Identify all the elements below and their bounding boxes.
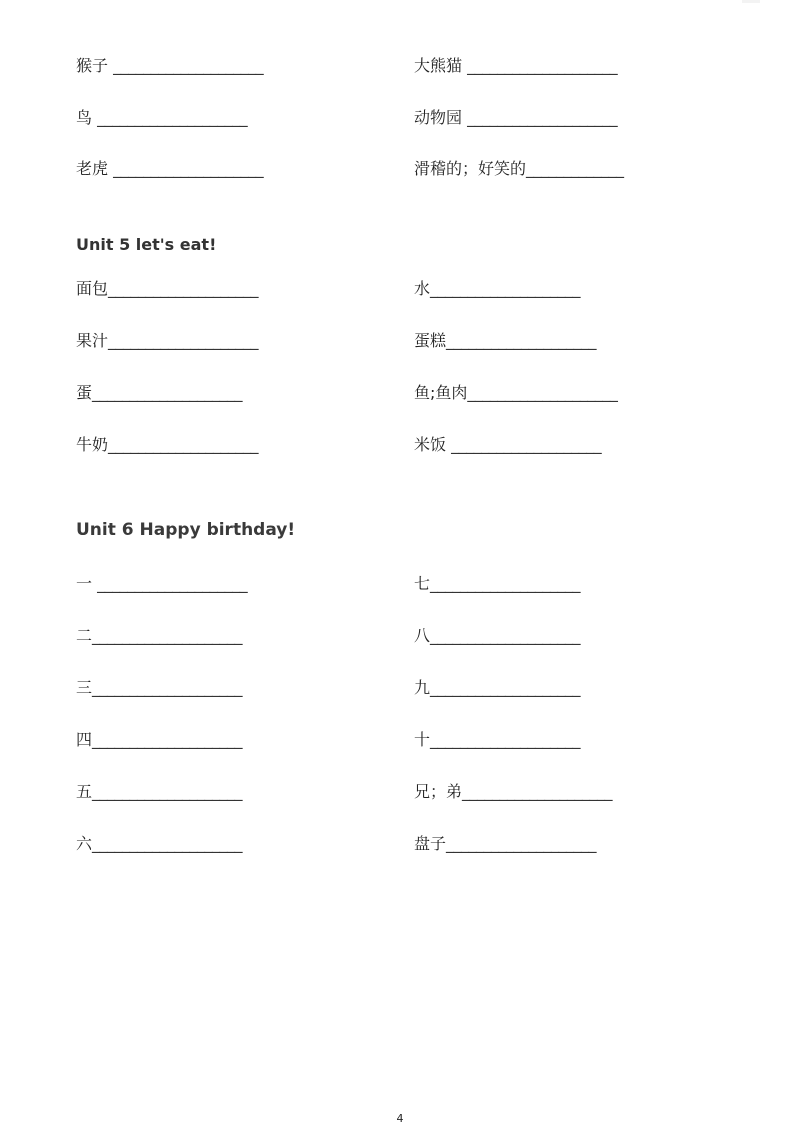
vocab-item-panda <box>414 56 617 76</box>
vocab-item-bread <box>76 279 258 299</box>
vocab-label: 果汁 <box>76 331 109 350</box>
unit5-heading: Unit 5 let's eat! <box>76 235 217 254</box>
answer-blank[interactable]: ____________________ <box>462 782 613 801</box>
answer-blank[interactable]: ____________________ <box>446 331 597 350</box>
answer-blank[interactable]: ____________________ <box>430 678 581 697</box>
answer-blank[interactable]: ____________________ <box>430 574 581 593</box>
vocab-item-milk <box>76 435 258 455</box>
vocab-label: 蛋糕 <box>414 331 447 350</box>
vocab-label: 一 <box>76 574 98 593</box>
vocab-label: 鸟 <box>76 108 98 127</box>
vocab-item-juice <box>76 331 258 351</box>
answer-blank[interactable]: ____________________ <box>108 435 259 454</box>
vocab-item-seven <box>414 574 580 594</box>
vocab-item-nine <box>414 678 580 698</box>
vocab-label: 面包 <box>76 279 109 298</box>
vocab-item-cake <box>414 331 596 351</box>
vocab-item-six <box>76 834 242 854</box>
unit6-heading: Unit 6 Happy birthday! <box>76 520 296 540</box>
vocab-label: 鱼;鱼肉 <box>414 383 468 402</box>
vocab-item-brother <box>414 782 612 802</box>
answer-blank[interactable]: ____________________ <box>108 279 259 298</box>
vocab-label: 蛋 <box>76 383 93 402</box>
vocab-item-fish <box>414 383 617 403</box>
answer-blank[interactable]: ____________________ <box>92 730 243 749</box>
vocab-label: 五 <box>76 782 93 801</box>
vocab-item-eight <box>414 626 580 646</box>
vocab-item-zoo <box>414 108 617 128</box>
answer-blank[interactable]: ____________________ <box>430 279 581 298</box>
vocab-item-one <box>76 574 247 594</box>
answer-blank[interactable]: ____________________ <box>92 678 243 697</box>
vocab-label: 牛奶 <box>76 435 109 454</box>
vocab-item-funny <box>414 159 624 179</box>
answer-blank[interactable]: ____________________ <box>467 108 618 127</box>
answer-blank[interactable]: ____________________ <box>97 574 248 593</box>
vocab-label: 滑稽的；好笑的 <box>414 159 527 178</box>
answer-blank[interactable]: ____________________ <box>113 159 264 178</box>
vocab-label: 大熊猫 <box>414 56 468 75</box>
answer-blank[interactable]: ____________________ <box>451 435 602 454</box>
vocab-label: 六 <box>76 834 93 853</box>
answer-blank[interactable]: ____________________ <box>467 56 618 75</box>
vocab-item-rice <box>414 435 601 455</box>
vocab-label: 三 <box>76 678 93 697</box>
vocab-label: 盘子 <box>414 834 447 853</box>
vocab-label: 老虎 <box>76 159 114 178</box>
page-number: 4 <box>396 1112 404 1125</box>
vocab-item-five <box>76 782 242 802</box>
vocab-item-two <box>76 626 242 646</box>
vocab-label: 二 <box>76 626 93 645</box>
vocab-item-egg <box>76 383 242 403</box>
vocab-label: 米饭 <box>414 435 452 454</box>
vocab-item-monkey <box>76 56 263 76</box>
vocab-item-ten <box>414 730 580 750</box>
answer-blank[interactable]: ____________________ <box>467 383 618 402</box>
vocab-label: 猴子 <box>76 56 114 75</box>
vocab-label: 八 <box>414 626 431 645</box>
vocab-label: 四 <box>76 730 93 749</box>
vocab-item-bird <box>76 108 247 128</box>
answer-blank[interactable]: ____________________ <box>113 56 264 75</box>
vocab-label: 十 <box>414 730 431 749</box>
vocab-item-three <box>76 678 242 698</box>
answer-blank[interactable]: ____________________ <box>446 834 597 853</box>
vocab-item-water <box>414 279 580 299</box>
answer-blank[interactable]: ____________________ <box>92 782 243 801</box>
answer-blank[interactable]: _____________ <box>526 159 624 178</box>
vocab-label: 兄；弟 <box>414 782 463 801</box>
vocab-label: 动物园 <box>414 108 468 127</box>
vocab-item-plate <box>414 834 596 854</box>
answer-blank[interactable]: ____________________ <box>430 730 581 749</box>
vocab-item-four <box>76 730 242 750</box>
answer-blank[interactable]: ____________________ <box>92 626 243 645</box>
vocab-item-tiger <box>76 159 263 179</box>
corner-mark <box>742 0 760 3</box>
vocab-label: 七 <box>414 574 431 593</box>
answer-blank[interactable]: ____________________ <box>108 331 259 350</box>
vocab-label: 九 <box>414 678 431 697</box>
answer-blank[interactable]: ____________________ <box>97 108 248 127</box>
vocab-label: 水 <box>414 279 431 298</box>
answer-blank[interactable]: ____________________ <box>430 626 581 645</box>
answer-blank[interactable]: ____________________ <box>92 834 243 853</box>
answer-blank[interactable]: ____________________ <box>92 383 243 402</box>
